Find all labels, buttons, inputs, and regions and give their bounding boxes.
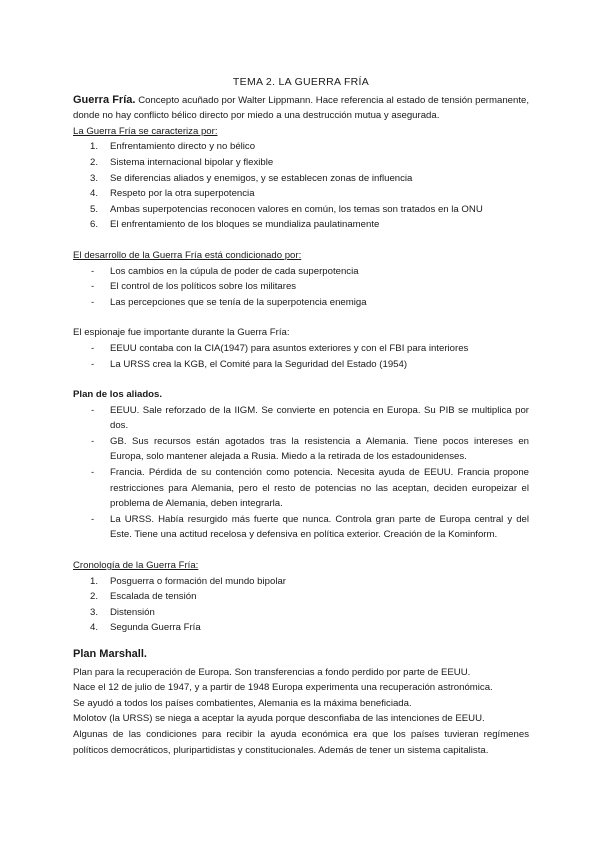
dash-bullet: -: [91, 281, 95, 293]
list-item: [73, 605, 529, 621]
dash-bullet: -: [91, 404, 95, 416]
marshall-line: Algunas de las condiciones para recibir la ayuda económica era que los países tuvieran regímenes políticos democráticos, pluripartidistas y constitucionales. Además de tener un sistema capitalista.: [73, 728, 529, 756]
list-text: Posguerra o formación del mundo bipolar: [110, 575, 286, 587]
allies-list: [73, 403, 529, 543]
list-text: Francia. Pérdida de su contención como potencia. Necesita ayuda de EEUU. Francia propone restricciones para Alemania, pero el resto de potencias no las aceptan, deciden europeizar el problema de Alemania, deben integrarla.: [110, 467, 529, 510]
list-item: [73, 465, 529, 512]
list-number: 3.: [90, 606, 99, 618]
list-item: [73, 403, 529, 434]
list-text: El enfrentamiento de los bloques se mundializa paulatinamente: [110, 219, 380, 231]
marshall-body: [73, 665, 529, 759]
list-item: [73, 155, 529, 171]
list-number: 2.: [90, 591, 99, 603]
list-item: [73, 139, 529, 155]
development-list: [73, 264, 529, 311]
list-item: [73, 589, 529, 605]
dash-bullet: -: [91, 435, 95, 447]
dash-bullet: -: [91, 265, 95, 277]
list-text: Enfrentamiento directo y no bélico: [110, 141, 256, 153]
list-number: 3.: [90, 172, 99, 184]
document-content: [73, 75, 529, 758]
list-item: [73, 202, 529, 218]
list-text: Ambas superpotencias reconocen valores en común, los temas son tratados en la ONU: [110, 203, 483, 215]
list-number: 6.: [90, 219, 99, 231]
spacer: [73, 372, 529, 387]
list-item: [73, 295, 529, 311]
list-text: GB. Sus recursos están agotados tras la resistencia a Alemania. Tiene pocos intereses en Europa, solo mantener alejada a Rusia. Miedo a la retirada de los estadounidenses.: [110, 435, 529, 463]
list-number: 4.: [90, 188, 99, 200]
list-item: [73, 512, 529, 543]
list-text: Escalada de tensión: [110, 591, 197, 603]
list-text: La URSS crea la KGB, el Comité para la Seguridad del Estado (1954): [110, 358, 408, 370]
list-text: Respeto por la otra superpotencia: [110, 188, 255, 200]
intro-paragraph: [73, 93, 529, 124]
list-text: Las percepciones que se tenía de la superpotencia enemiga: [110, 296, 367, 308]
dash-bullet: -: [91, 513, 95, 525]
characteristics-heading: La Guerra Fría se caracteriza por:: [73, 125, 218, 137]
list-number: 4.: [90, 622, 99, 634]
list-number: 5.: [90, 203, 99, 215]
espionage-list: [73, 341, 529, 372]
spacer: [73, 543, 529, 558]
list-item: [73, 620, 529, 636]
marshall-line: Plan para la recuperación de Europa. Son transferencias a fondo perdido por parte de EEUU.: [73, 666, 471, 678]
marshall-line: Se ayudó a todos los países combatientes, Alemania es la máxima beneficiada.: [73, 697, 412, 709]
list-item: [73, 217, 529, 233]
list-text: Segunda Guerra Fría: [110, 622, 201, 634]
list-item: [73, 574, 529, 590]
list-text: EEUU contaba con la CIA(1947) para asuntos exteriores y con el FBI para interiores: [110, 342, 469, 354]
intro-term: Guerra Fría.: [73, 93, 136, 106]
list-item: [73, 264, 529, 280]
list-text: Se diferencias aliados y enemigos, y se establecen zonas de influencia: [110, 172, 413, 184]
list-number: 1.: [90, 575, 99, 587]
list-text: Los cambios en la cúpula de poder de cada superpotencia: [110, 265, 359, 277]
page-title: TEMA 2. LA GUERRA FRÍA: [232, 76, 370, 88]
list-text: EEUU. Sale reforzado de la IIGM. Se convierte en potencia en Europa. Su PIB se multiplica por dos.: [110, 404, 529, 432]
characteristics-list: [73, 139, 529, 233]
list-text: Distensión: [110, 606, 155, 618]
espionage-heading: El espionaje fue importante durante la Guerra Fría:: [73, 327, 290, 339]
list-item: [73, 341, 529, 357]
list-item: [73, 186, 529, 202]
marshall-heading: Plan Marshall.: [73, 648, 147, 660]
dash-bullet: -: [91, 342, 95, 354]
chronology-list: [73, 574, 529, 636]
marshall-line: Molotov (la URSS) se niega a aceptar la ayuda porque desconfiaba de las intenciones de EEUU.: [73, 713, 485, 725]
list-item: [73, 434, 529, 465]
allies-heading: Plan de los aliados.: [73, 389, 163, 401]
list-number: 2.: [90, 156, 99, 168]
list-text: Sistema internacional bipolar y flexible: [110, 156, 274, 168]
list-item: [73, 171, 529, 187]
dash-bullet: -: [91, 296, 95, 308]
development-heading: El desarrollo de la Guerra Fría está condicionado por:: [73, 249, 302, 261]
list-text: La URSS. Había resurgido más fuerte que nunca. Controla gran parte de Europa central y del Este. Tiene una actitud recelosa y defensiva en política exterior. Creación de la Kominform.: [110, 513, 529, 541]
list-number: 1.: [90, 141, 99, 153]
list-text: El control de los políticos sobre los militares: [110, 281, 297, 293]
marshall-line: Nace el 12 de julio de 1947, y a partir de 1948 Europa experimenta una recuperación astronómica.: [73, 682, 493, 694]
list-item: [73, 357, 529, 373]
intro-text: Concepto acuñado por Walter Lippmann. Hace referencia al estado de tensión permanente, donde no hay conflicto bélico directo por miedo a una destrucción mutua y asegurada.: [73, 94, 529, 122]
dash-bullet: -: [91, 467, 95, 479]
chronology-heading: Cronología de la Guerra Fría:: [73, 560, 199, 572]
dash-bullet: -: [91, 358, 95, 370]
list-item: [73, 279, 529, 295]
spacer: [73, 310, 529, 325]
spacer: [73, 233, 529, 248]
